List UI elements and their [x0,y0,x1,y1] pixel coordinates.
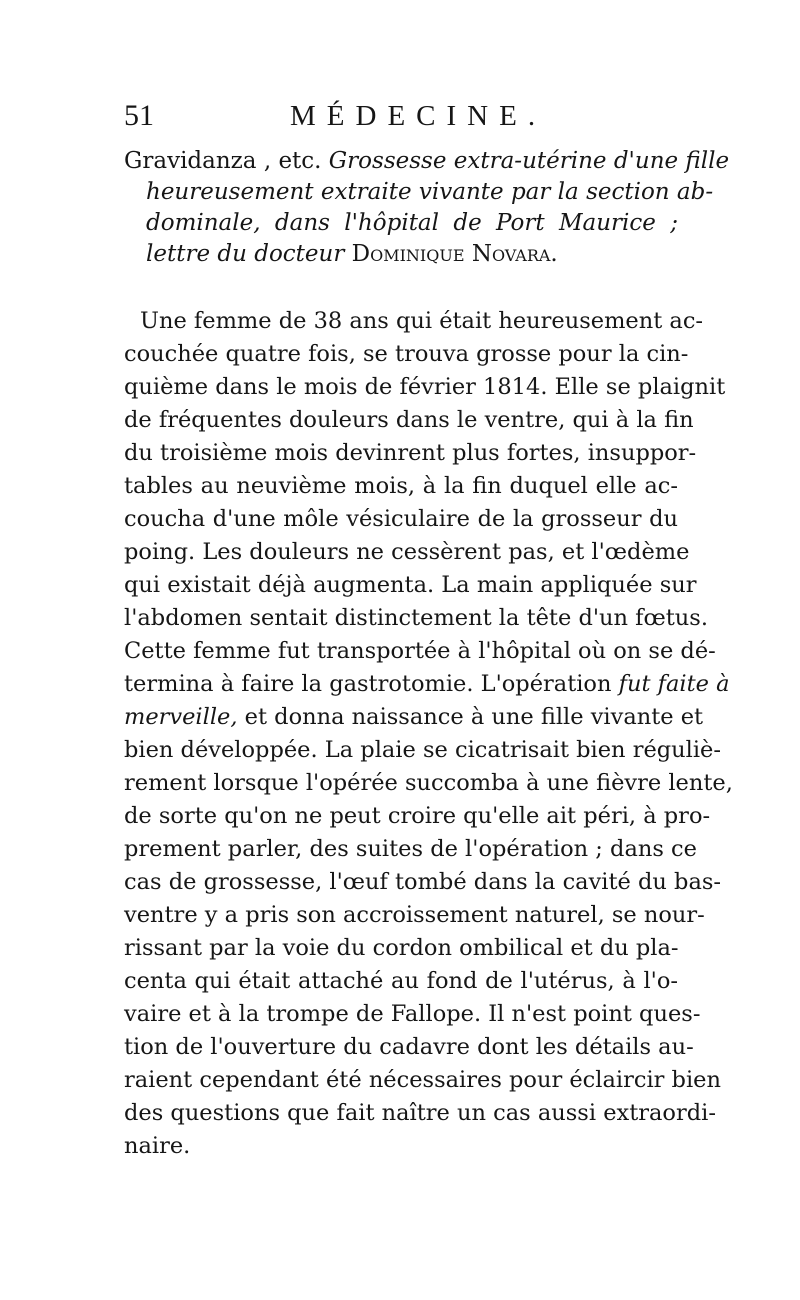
body-text: et donna naissance à une fille vivante et [237,704,704,730]
article-title [124,146,730,270]
running-head: MÉDECINE. [290,100,547,132]
body-line: raient cependant été nécessaires pour éclaircir bien [124,1067,721,1093]
body-line: bien développée. La plaie se cicatrisait bien réguliè- [124,737,721,763]
title-line: heureusement extraite vivante par la section ab- [146,179,714,205]
body-line: rement lorsque l'opérée succomba à une fièvre lente, [124,770,733,796]
body-text: termina à faire la gastrotomie. L'opération [124,671,619,697]
title-source: Gravidanza , etc. [124,148,322,174]
body-italic: merveille, [124,704,238,730]
body-line: Cette femme fut transportée à l'hôpital où on se dé- [124,638,716,664]
title-line: dominale, dans l'hôpital de Port Maurice ; [146,210,678,236]
title-line [124,239,678,270]
body-line: quième dans le mois de février 1814. Elle se plaignit [124,374,726,400]
body-line: poing. Les douleurs ne cessèrent pas, et l'œdème [124,539,690,565]
body-line [124,668,730,701]
title-line [124,146,730,177]
body-line: centa qui était attaché au fond de l'utérus, à l'o- [124,968,678,994]
body-line: coucha d'une môle vésiculaire de la grosseur du [124,506,678,532]
body-line [124,701,704,734]
title-text: Grossesse extra-utérine d'une fille [321,148,730,174]
body-line: prement parler, des suites de l'opération ; dans ce [124,836,697,862]
body-line: tion de l'ouverture du cadavre dont les détails au- [124,1034,694,1060]
body-line: rissant par la voie du cordon ombilical et du pla- [124,935,679,961]
body-line: Une femme de 38 ans qui était heureusement ac- [140,308,704,334]
body-line: des questions que fait naître un cas aussi extraordi- [124,1100,716,1126]
body-line: qui existait déjà augmenta. La main appliquée sur [124,572,697,598]
body-line: du troisième mois devinrent plus fortes, insuppor- [124,440,697,466]
body-italic: fut faite à [618,671,730,697]
title-text: lettre du docteur [146,241,352,267]
body-line: l'abdomen sentait distinctement la tête d'un fœtus. [124,605,708,631]
body-line: tables au neuvième mois, à la fin duquel elle ac- [124,473,678,499]
body-line: de fréquentes douleurs dans le ventre, qui à la fin [124,407,694,433]
body-line: couchée quatre fois, se trouva grosse pour la cin- [124,341,689,367]
author-name: Dominique Novara. [351,241,558,267]
body-line: ventre y a pris son accroissement naturel, se nour- [124,902,705,928]
body-line: vaire et à la trompe de Fallope. Il n'est point ques- [124,1001,701,1027]
body-line: de sorte qu'on ne peut croire qu'elle ait péri, à pro- [124,803,711,829]
body-line: naire. [124,1133,191,1159]
page-number: 51 [124,99,154,132]
article-body [124,305,733,1163]
body-line: cas de grossesse, l'œuf tombé dans la cavité du bas- [124,869,722,895]
